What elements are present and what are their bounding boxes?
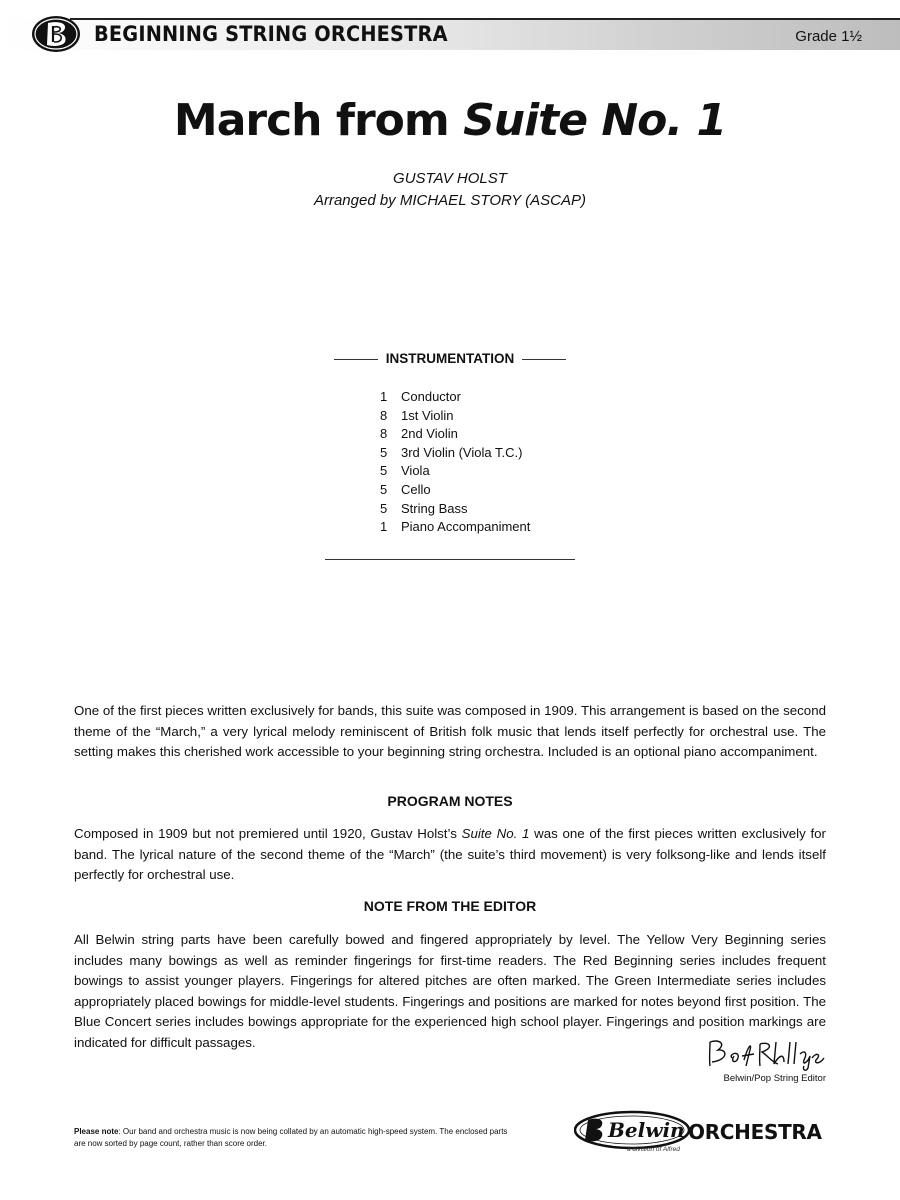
title-prefix: March from: [173, 95, 464, 146]
heading-dash-left: [334, 359, 378, 360]
part-name: Viola: [401, 463, 430, 479]
heading-dash-right: [522, 359, 566, 360]
part-name: Cello: [401, 481, 431, 497]
part-quantity: 1: [380, 389, 388, 404]
part-quantity: 8: [380, 426, 388, 442]
belwin-logo-icon: [574, 1110, 690, 1150]
signature-caption: Belwin/Pop String Editor: [723, 1073, 826, 1084]
part-quantity: 5: [380, 444, 388, 460]
part-quantity: 1: [380, 519, 388, 535]
part-name: 1st Violin: [401, 407, 454, 423]
editor-note-paragraph: All Belwin string parts have been carefully bowed and fingered appropriately by level. The Yellow Very Beginning series includes many bowings as well as reminder fingerings for first-time readers. The Red Beginning series includes frequent bowings to assist younger players. Fingerings for altered pitches are often marked. The Green Intermediate series includes appropriately placed bowings for middle-level students. Fingerings and positions are marked for notes beyond first position. The Blue Concert series includes bowings appropriate for the experienced high school player. Fingerings and position markings are indicated for difficult passages.: [74, 932, 826, 1050]
title-italic: Suite No. 1: [463, 95, 727, 146]
part-quantity: 5: [380, 500, 388, 516]
footnote: [74, 1126, 514, 1150]
part-quantity: 8: [380, 407, 388, 423]
instrumentation-rule: [325, 559, 575, 560]
program-notes-text-before: Composed in 1909 but not premiered until 1920, Gustav Holst’s: [74, 826, 462, 841]
footnote-text: : Our band and orchestra music is now being collated by an automatic high-speed system. The enclosed parts are now sorted by page count, rather than score order.: [74, 1127, 508, 1148]
list-item: [380, 407, 530, 426]
list-item: [380, 500, 530, 519]
header-rule: [70, 18, 900, 20]
part-name: 2nd Violin: [401, 426, 458, 442]
signature-icon: [704, 1036, 828, 1072]
list-item: [380, 444, 530, 463]
publisher-subtitle: a division of Alfred: [627, 1146, 680, 1153]
publisher-logo-text: Belwin: [608, 1118, 685, 1142]
composer: GUSTAV HOLST: [393, 170, 507, 187]
instrumentation-heading-text: INSTRUMENTATION: [385, 351, 515, 366]
list-item: [380, 518, 530, 537]
program-notes-paragraph: [74, 824, 826, 886]
series-title: BEGINNING STRING ORCHESTRA: [94, 22, 448, 46]
belwin-b-icon: [30, 12, 82, 56]
part-quantity: 5: [380, 481, 388, 497]
part-quantity: 5: [380, 463, 388, 479]
part-name: 3rd Violin (Viola T.C.): [401, 444, 523, 460]
arranger: Arranged by MICHAEL STORY (ASCAP): [313, 192, 587, 209]
part-name: String Bass: [401, 500, 468, 516]
instrumentation-list: [380, 388, 530, 537]
list-item: [380, 462, 530, 481]
instrumentation-heading: [0, 351, 900, 366]
program-notes-italic: Suite No. 1: [461, 826, 530, 841]
list-item: [380, 388, 530, 407]
publisher-name: ORCHESTRA: [688, 1120, 822, 1144]
grade-level: Grade 1½: [795, 28, 862, 45]
part-name: Conductor: [401, 389, 461, 404]
footnote-label: Please note: [74, 1127, 119, 1136]
list-item: [380, 425, 530, 444]
program-notes-heading: PROGRAM NOTES: [387, 793, 513, 809]
part-name: Piano Accompaniment: [401, 519, 531, 535]
page-title: [0, 95, 900, 146]
program-notes-text-after: was one of the first pieces written exclusively for band. The lyrical nature of the second theme of the “March” (the suite’s third movement) is very folksong-like and lends itself perfectly for orchestral use.: [74, 826, 826, 882]
intro-paragraph: One of the first pieces written exclusively for bands, this suite was composed in 1909. This arrangement is based on the second theme of the “March,” a very lyrical melody reminiscent of British folk music that lends itself perfectly for orchestral use. The setting makes this cherished work accessible to your beginning string orchestra. Included is an optional piano accompaniment.: [74, 703, 826, 759]
list-item: [380, 481, 530, 500]
editor-note-heading: NOTE FROM THE EDITOR: [363, 898, 537, 914]
